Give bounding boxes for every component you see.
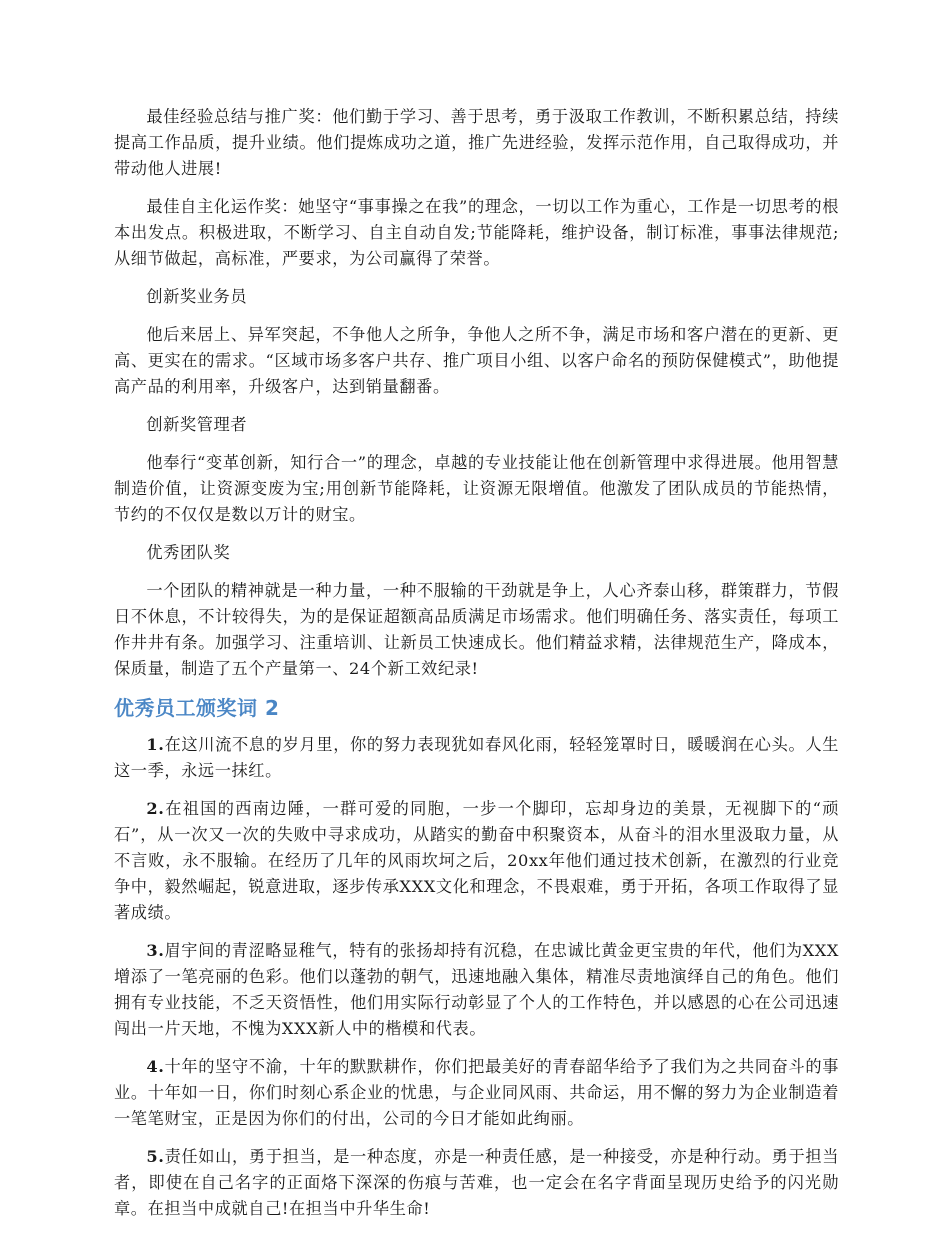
list-item bbox=[114, 938, 839, 1042]
label-innovation-salesperson: 创新奖业务员 bbox=[146, 287, 248, 306]
item-number: 3. bbox=[146, 941, 165, 960]
item-number: 1. bbox=[146, 735, 165, 754]
list-item bbox=[114, 796, 839, 926]
paragraph-innovation-manager: 他奉行“变革创新，知行合一”的理念，卓越的专业技能让他在创新管理中求得进展。他用智慧制造价值，让资源变废为宝;用创新节能降耗，让资源无限增值。他激发了团队成员的节能热情，节约的不仅仅是数以万计的财宝。 bbox=[114, 453, 839, 524]
document-page bbox=[114, 104, 839, 1234]
list-item bbox=[114, 1144, 839, 1222]
item-text: 眉宇间的青涩略显稚气，特有的张扬却持有沉稳，在忠诚比黄金更宝贵的年代，他们为XXX增添了一笔亮丽的色彩。他们以蓬勃的朝气，迅速地融入集体，精准尽责地演绎自己的角色。他们拥有专业技能，不乏天资悟性，他们用实际行动彰显了个人的工作特色，并以感恩的心在公司迅速闯出一片天地，不愧为XXX新人中的楷模和代表。 bbox=[114, 941, 839, 1038]
label-innovation-manager: 创新奖管理者 bbox=[146, 415, 248, 434]
item-text: 责任如山，勇于担当，是一种态度，亦是一种责任感，是一种接受，亦是种行动。勇于担当者，即使在自己名字的正面烙下深深的伤痕与苦难，也一定会在名字背面呈现历史给予的闪光勋章。在担当中成就自己!在担当中升华生命! bbox=[114, 1147, 839, 1218]
paragraph-excellent-team: 一个团队的精神就是一种力量，一种不服输的干劲就是争上，人心齐泰山移，群策群力，节假日不休息，不计较得失，为的是保证超额高品质满足市场需求。他们明确任务、落实责任，每项工作井井有条。加强学习、注重培训、让新员工快速成长。他们精益求精，法律规范生产，降成本，保质量，制造了五个产量第一、24个新工效纪录! bbox=[114, 581, 839, 678]
paragraph-best-autonomy: 最佳自主化运作奖：她坚守“事事操之在我”的理念，一切以工作为重心，工作是一切思考的根本出发点。积极进取，不断学习、自主自动自发;节能降耗，维护设备，制订标准，事事法律规范;从细节做起，高标准，严要求，为公司赢得了荣誉。 bbox=[114, 197, 839, 268]
item-text: 在祖国的西南边陲，一群可爱的同胞，一步一个脚印，忘却身边的美景，无视脚下的“顽石”，从一次又一次的失败中寻求成功，从踏实的勤奋中积聚资本，从奋斗的泪水里汲取力量，从不言败，永不服输。在经历了几年的风雨坎坷之后，20xx年他们通过技术创新，在激烈的行业竞争中，毅然崛起，锐意进取，逐步传承XXX文化和理念，不畏艰难，勇于开拓，各项工作取得了显著成绩。 bbox=[114, 799, 839, 922]
item-text: 在这川流不息的岁月里，你的努力表现犹如春风化雨，轻轻笼罩时日，暖暖润在心头。人生这一季，永远一抹红。 bbox=[114, 735, 839, 780]
item-number: 5. bbox=[146, 1147, 165, 1166]
paragraph-best-experience: 最佳经验总结与推广奖：他们勤于学习、善于思考，勇于汲取工作教训，不断积累总结，持续提高工作品质，提升业绩。他们提炼成功之道，推广先进经验，发挥示范作用，自己取得成功，并带动他人进展! bbox=[114, 107, 839, 178]
list-item bbox=[114, 732, 839, 784]
label-excellent-team: 优秀团队奖 bbox=[146, 543, 231, 562]
item-number: 2. bbox=[146, 799, 165, 818]
list-item bbox=[114, 1054, 839, 1132]
paragraph-innovation-salesperson: 他后来居上、异军突起，不争他人之所争，争他人之所不争，满足市场和客户潜在的更新、更高、更实在的需求。“区域市场多客户共存、推广项目小组、以客户命名的预防保健模式”，助他提高产品的利用率，升级客户，达到销量翻番。 bbox=[114, 325, 839, 396]
item-text: 十年的坚守不渝，十年的默默耕作，你们把最美好的青春韶华给予了我们为之共同奋斗的事业。十年如一日，你们时刻心系企业的忧患，与企业同风雨、共命运，用不懈的努力为企业制造着一笔笔财宝，正是因为你们的付出，公司的今日才能如此绚丽。 bbox=[114, 1057, 839, 1128]
item-number: 4. bbox=[146, 1057, 165, 1076]
section-heading: 优秀员工颁奖词 2 bbox=[114, 696, 280, 720]
